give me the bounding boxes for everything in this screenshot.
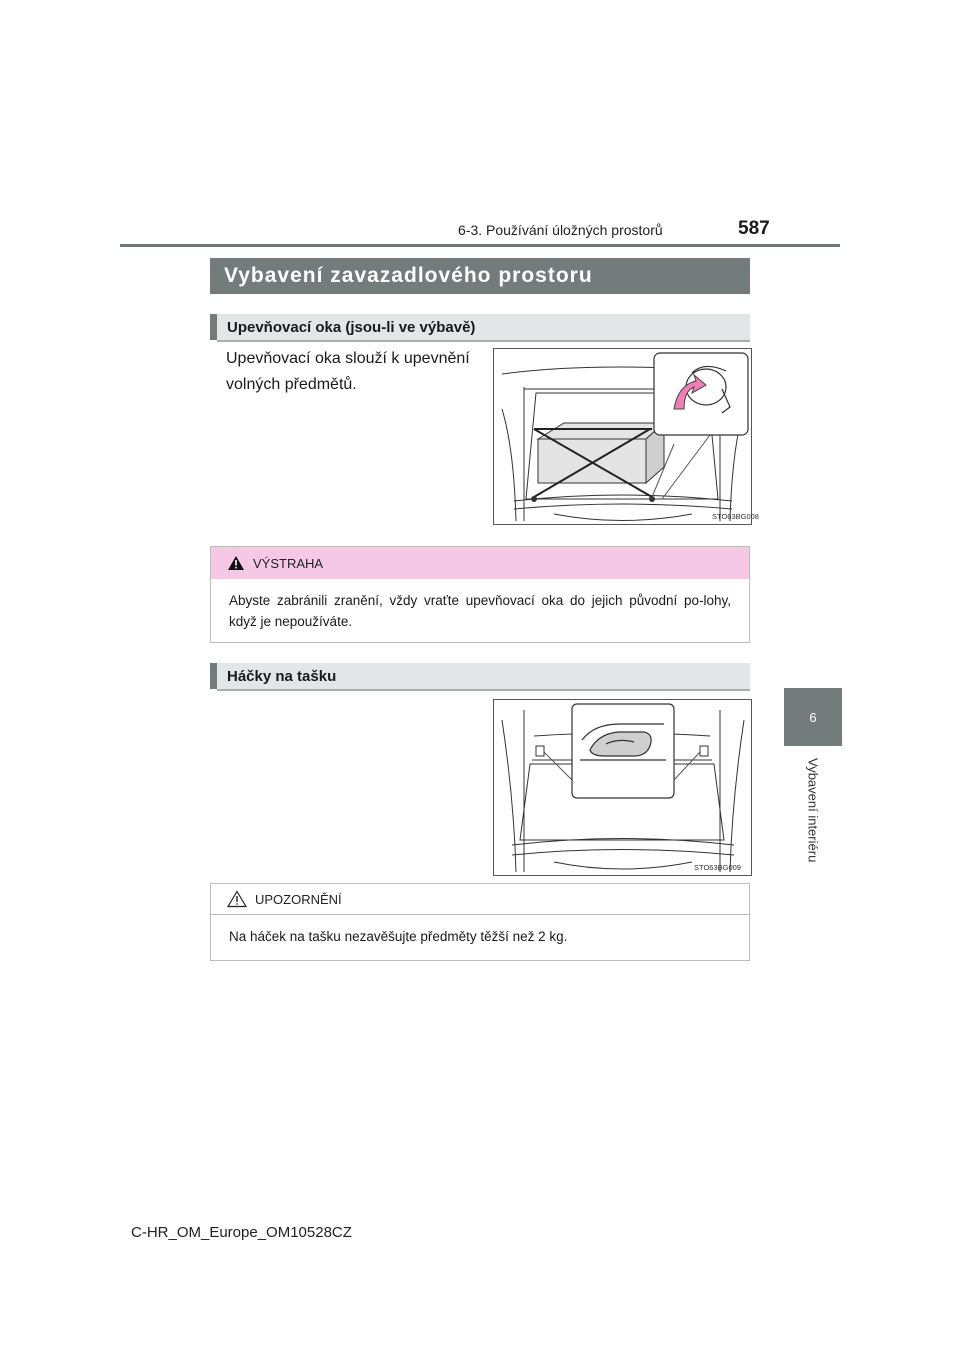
warning-label: VÝSTRAHA (253, 555, 324, 571)
chapter-number: 6 (809, 709, 817, 725)
section-heading-text: Háčky na tašku (227, 667, 337, 685)
header-rule (120, 244, 840, 247)
chapter-tab[interactable] (784, 688, 842, 746)
section-path: 6-3. Používání úložných prostorů (458, 222, 663, 238)
trunk-illustration (494, 349, 759, 524)
heading-underline (217, 689, 750, 691)
trunk-hook-illustration (494, 700, 751, 875)
section-heading-text: Upevňovací oka (jsou-li ve výbavě) (227, 318, 476, 336)
figure-code: STO63BG009 (694, 863, 741, 872)
warning-triangle-icon (227, 555, 245, 571)
figure-tie-down-eyes (493, 348, 759, 525)
caution-header (211, 884, 749, 915)
warning-box (210, 546, 750, 643)
warning-text: Abyste zabránili zranění, vždy vraťte upevňovací oka do jejich původní po-lohy, když je nepoužíváte. (229, 593, 731, 629)
page-number: 587 (738, 218, 770, 239)
heading-underline (217, 340, 750, 342)
caution-box (210, 883, 750, 961)
caution-label: UPOZORNĚNÍ (255, 891, 342, 907)
chapter-label (766, 758, 860, 878)
section-heading-bag-hooks (210, 663, 750, 689)
caution-triangle-icon (227, 890, 247, 908)
document-id: C-HR_OM_Europe_OM10528CZ (131, 1224, 352, 1241)
figure-bag-hooks (493, 699, 752, 876)
figure-code: STO63BG008 (712, 512, 759, 521)
section-body-text: Upevňovací oka slouží k upevnění volných předmětů. (226, 350, 470, 393)
section-heading-tie-down-eyes (210, 314, 750, 340)
page-title: Vybavení zavazadlového prostoru (210, 258, 750, 294)
caution-text: Na háček na tašku nezavěšujte předměty těžší než 2 kg. (229, 929, 568, 944)
warning-header (211, 547, 749, 579)
chapter-label-text: Vybavení interiéru (805, 758, 821, 863)
